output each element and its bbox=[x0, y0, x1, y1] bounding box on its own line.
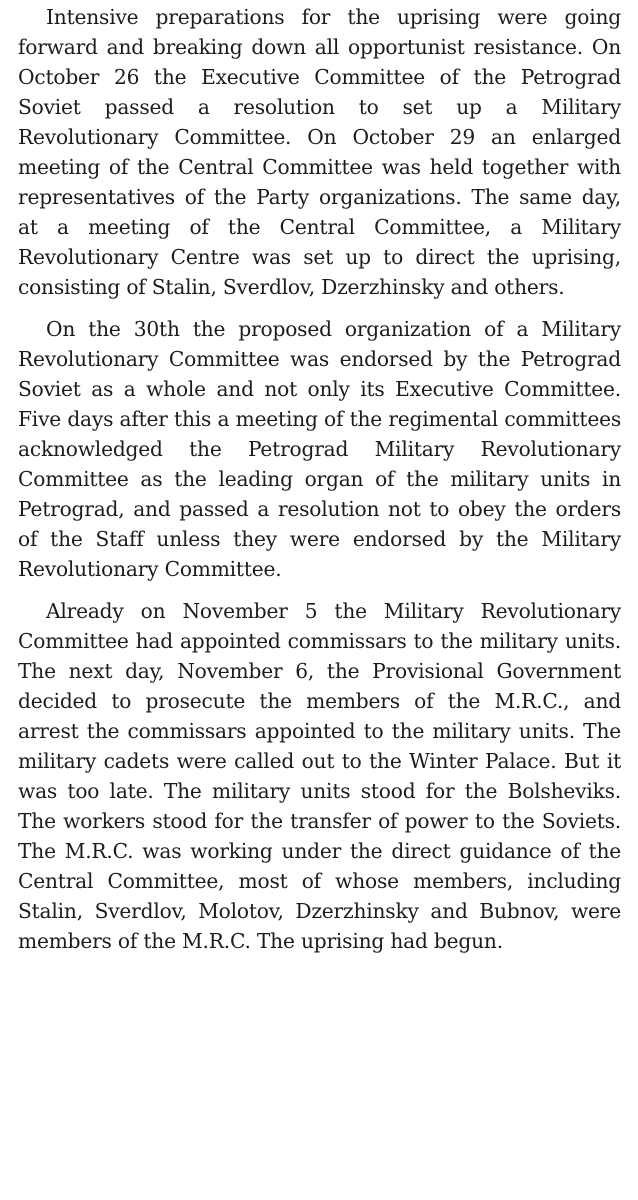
paragraph-preparations: Intensive preparations for the uprising were going forward and breaking down all opportunist resistance. On October 26 the Executive Committee of the Petrograd Soviet passed a resolution to set up a Military Revolutionary Committee. On October 29 an enlarged meeting of the Central Committee was held together with representatives of the Party organizations. The same day, at a meeting of the Central Committee, a Military Revolutionary Centre was set up to direct the uprising, consisting of Stalin, Sverdlov, Dzerzhinsky and others. bbox=[18, 5, 621, 299]
paragraph-endorsement: On the 30th the proposed organization of a Military Revolutionary Committee was endorsed by the Petrograd Soviet as a whole and not only its Executive Committee. Five days after this a meeting of the regimental committees acknowledged the Petrograd Military Revolutionary Committee as the leading organ of the military units in Petrograd, and passed a resolution not to obey the orders of the Staff unless they were endorsed by the Military Revolutionary Committee. bbox=[18, 317, 621, 581]
paragraph-uprising: Already on November 5 the Military Revolutionary Committee had appointed commissars to the military units. The next day, November 6, the Provisional Government decided to prosecute the members of the M.R.C., and arrest the commissars appointed to the military units. The military cadets were called out to the Winter Palace. But it was too late. The military units stood for the Bolsheviks. The workers stood for the transfer of power to the Soviets. The M.R.C. was working under the direct guidance of the Central Committee, most of whose members, including Stalin, Sverdlov, Molotov, Dzerzhinsky and Bubnov, were members of the M.R.C. The uprising had begun. bbox=[18, 599, 621, 953]
